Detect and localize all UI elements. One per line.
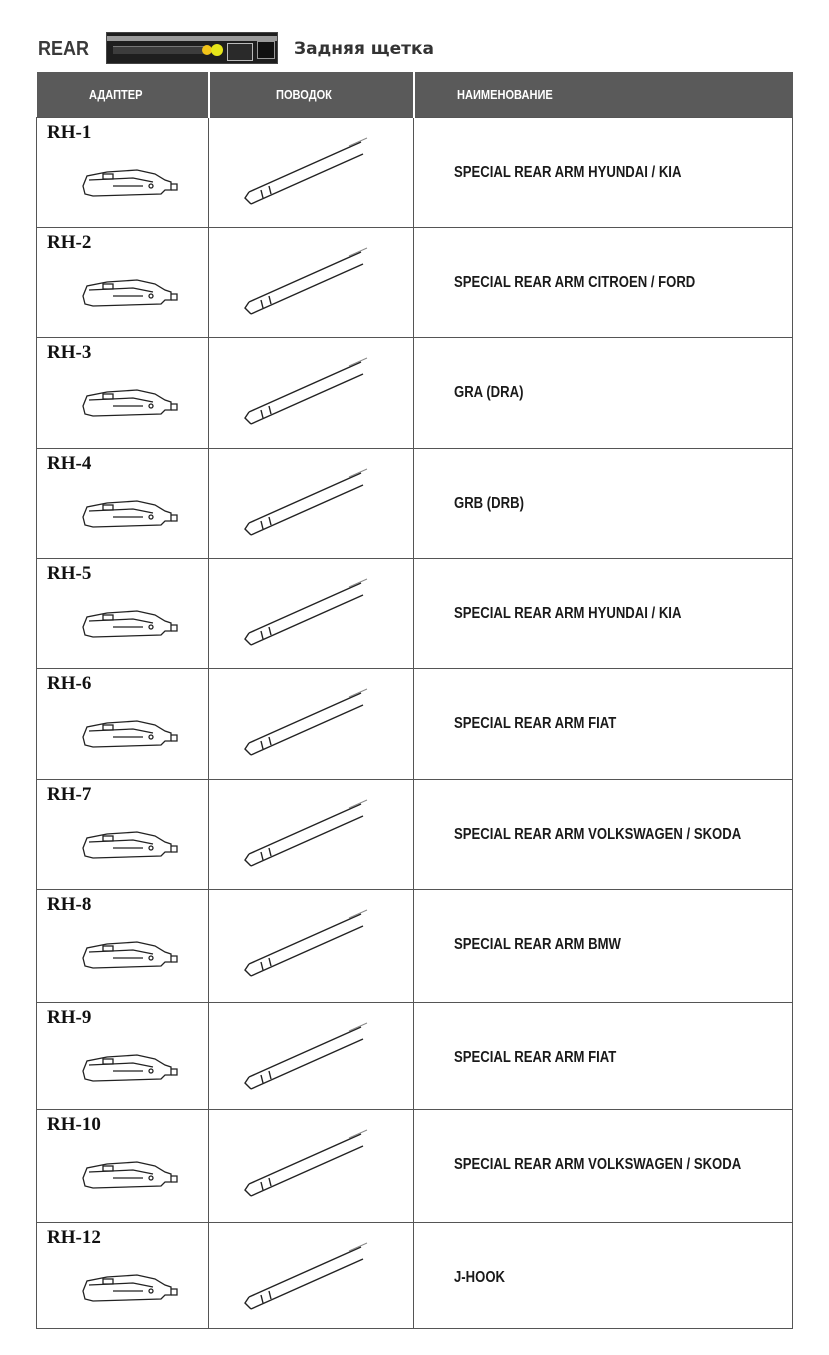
adapter-cell: [37, 1003, 209, 1110]
table-header-row: [37, 72, 793, 118]
column-header-arm: ПОВОДОК: [209, 72, 414, 118]
arm-name: SPECIAL REAR ARM VOLKSWAGEN / SKODA: [454, 1156, 742, 1173]
wiper-arm-drawing: [239, 1116, 379, 1214]
wiper-arm-drawing: [239, 565, 379, 663]
adapter-code: RH-10: [47, 1114, 101, 1135]
wiper-arm-drawing: [239, 1009, 379, 1107]
arm-cell: [209, 228, 414, 338]
wiper-arm-drawing: [239, 344, 379, 442]
arm-name: J-HOOK: [454, 1269, 506, 1286]
name-cell: [414, 559, 793, 669]
adapter-code: RH-1: [47, 122, 92, 143]
adapter-code: RH-5: [47, 563, 92, 584]
adapter-cell: [37, 559, 209, 669]
wiper-arm-drawing: [239, 896, 379, 994]
arm-cell: [209, 780, 414, 890]
adapter-cell: [37, 338, 209, 449]
name-cell: [414, 1110, 793, 1223]
adapter-drawing: [73, 1041, 183, 1091]
arm-cell: [209, 338, 414, 449]
name-cell: [414, 338, 793, 449]
adapter-cell: [37, 449, 209, 559]
adapter-drawing: [73, 597, 183, 647]
catalog-header: [36, 28, 796, 70]
arm-cell: [209, 890, 414, 1003]
wiper-arm-drawing: [239, 234, 379, 332]
adapter-cell: [37, 780, 209, 890]
arm-cell: [209, 1223, 414, 1329]
name-cell: [414, 890, 793, 1003]
arm-name: SPECIAL REAR ARM BMW: [454, 936, 621, 953]
adapter-drawing: [73, 928, 183, 978]
adapter-drawing: [73, 707, 183, 757]
name-cell: [414, 669, 793, 780]
adapter-code: RH-9: [47, 1007, 92, 1028]
adapter-code: RH-12: [47, 1227, 101, 1248]
arm-name: GRB (DRB): [454, 495, 524, 512]
arm-cell: [209, 118, 414, 228]
rear-label: REAR: [38, 38, 90, 60]
name-cell: [414, 1003, 793, 1110]
arm-name: SPECIAL REAR ARM CITROEN / FORD: [454, 274, 696, 291]
name-cell: [414, 228, 793, 338]
arm-name: SPECIAL REAR ARM HYUNDAI / KIA: [454, 605, 682, 622]
arm-cell: [209, 1110, 414, 1223]
adapter-cell: [37, 1110, 209, 1223]
arm-name: SPECIAL REAR ARM VOLKSWAGEN / SKODA: [454, 826, 742, 843]
arm-name: SPECIAL REAR ARM HYUNDAI / KIA: [454, 164, 682, 181]
arm-cell: [209, 669, 414, 780]
name-cell: [414, 449, 793, 559]
arm-cell: [209, 449, 414, 559]
table-row: [37, 228, 793, 338]
table-row: [37, 118, 793, 228]
adapter-catalog-table: [36, 72, 793, 1329]
adapter-drawing: [73, 266, 183, 316]
adapter-drawing: [73, 1261, 183, 1311]
adapter-code: RH-6: [47, 673, 92, 694]
name-cell: [414, 1223, 793, 1329]
wiper-arm-drawing: [239, 675, 379, 773]
table-row: [37, 449, 793, 559]
adapter-code: RH-8: [47, 894, 92, 915]
adapter-code: RH-2: [47, 232, 92, 253]
adapter-cell: [37, 1223, 209, 1329]
adapter-code: RH-7: [47, 784, 92, 805]
adapter-drawing: [73, 1148, 183, 1198]
adapter-drawing: [73, 818, 183, 868]
arm-cell: [209, 559, 414, 669]
adapter-drawing: [73, 487, 183, 537]
adapter-drawing: [73, 156, 183, 206]
wiper-arm-drawing: [239, 124, 379, 222]
adapter-cell: [37, 118, 209, 228]
adapter-code: RH-4: [47, 453, 92, 474]
adapter-cell: [37, 669, 209, 780]
column-header-adapter: АДАПТЕР: [37, 72, 209, 118]
table-row: [37, 1223, 793, 1329]
arm-name: SPECIAL REAR ARM FIAT: [454, 715, 617, 732]
name-cell: [414, 780, 793, 890]
wiper-package-image: [106, 32, 278, 64]
table-row: [37, 1110, 793, 1223]
adapter-code: RH-3: [47, 342, 92, 363]
column-header-name: НАИМЕНОВАНИЕ: [414, 72, 793, 118]
wiper-arm-drawing: [239, 455, 379, 553]
name-cell: [414, 118, 793, 228]
wiper-arm-drawing: [239, 1229, 379, 1327]
arm-cell: [209, 1003, 414, 1110]
rear-subtitle: Задняя щетка: [294, 39, 434, 59]
adapter-cell: [37, 228, 209, 338]
arm-name: SPECIAL REAR ARM FIAT: [454, 1049, 617, 1066]
adapter-drawing: [73, 376, 183, 426]
table-row: [37, 890, 793, 1003]
table-row: [37, 338, 793, 449]
arm-name: GRA (DRA): [454, 384, 524, 401]
wiper-arm-drawing: [239, 786, 379, 884]
table-row: [37, 1003, 793, 1110]
table-row: [37, 780, 793, 890]
table-row: [37, 559, 793, 669]
adapter-cell: [37, 890, 209, 1003]
table-row: [37, 669, 793, 780]
